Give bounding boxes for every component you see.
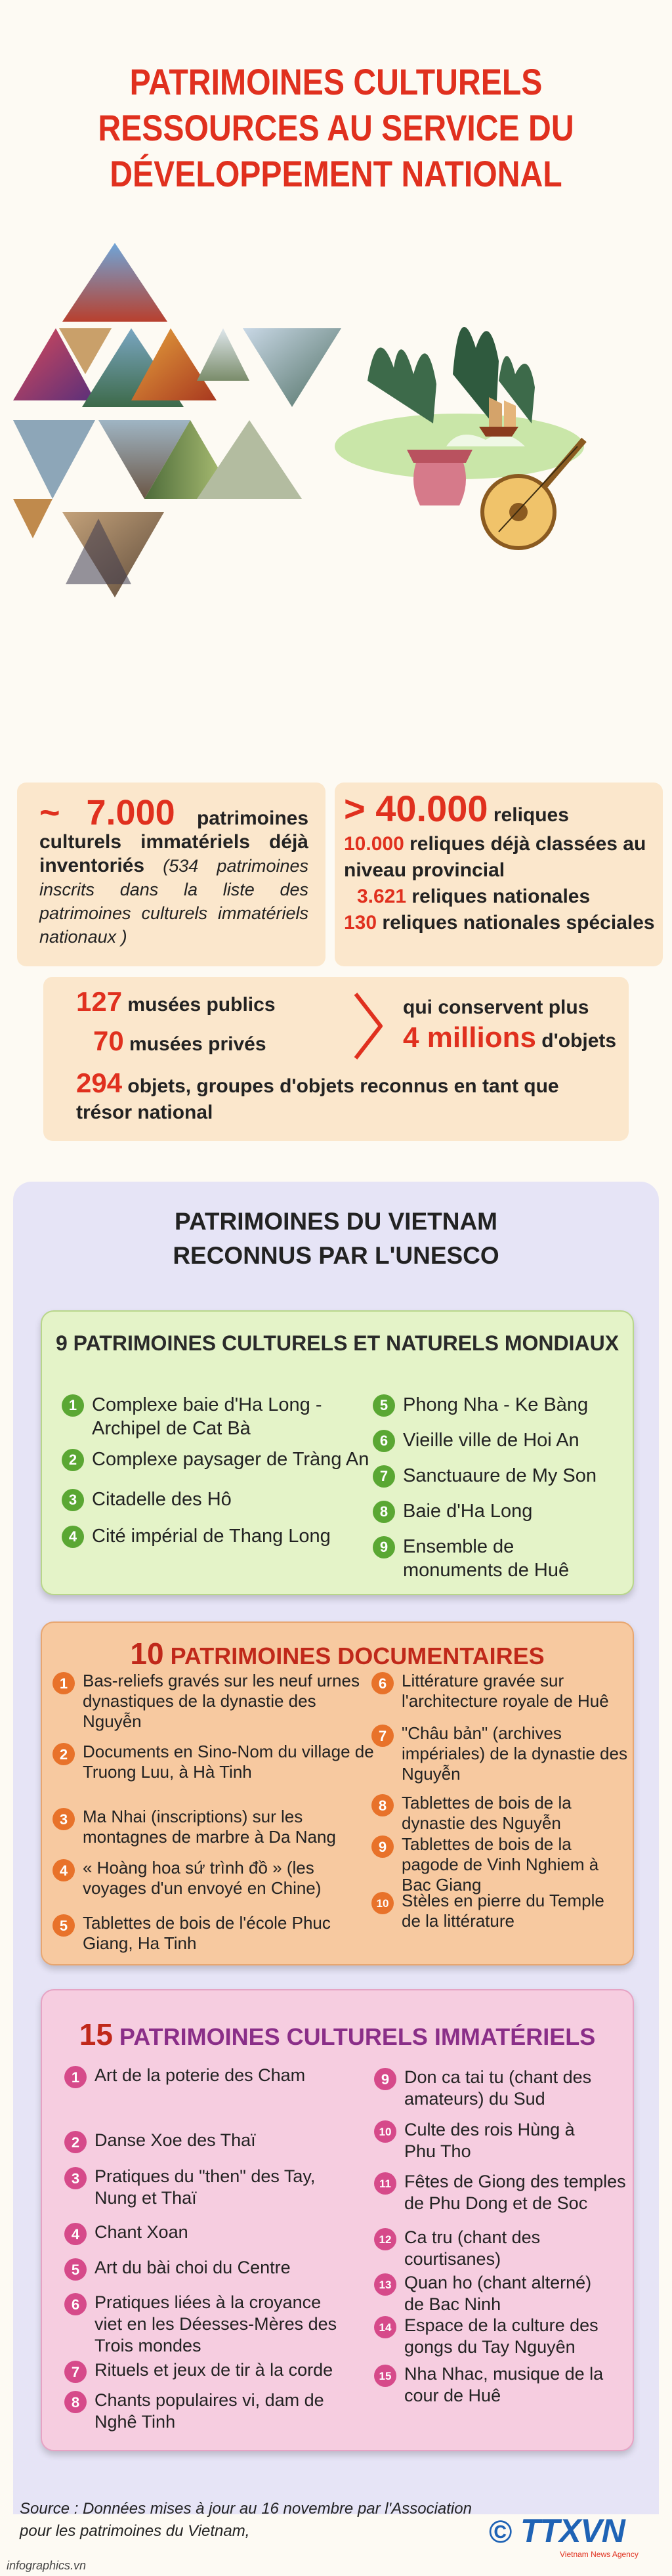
list-item [64, 2390, 373, 2433]
item-label: Culte des rois Hùng à Phu Tho [404, 2120, 575, 2161]
stat-objects-text: d'objets [536, 1030, 617, 1052]
documentary-title-text: PATRIMOINES DOCUMENTAIRES [163, 1642, 545, 1669]
list-item [52, 1671, 374, 1732]
list-item [371, 1671, 627, 1711]
item-number-badge: 6 [373, 1430, 395, 1452]
item-label: Phong Nha - Ke Bàng [403, 1394, 589, 1415]
item-number-badge: 4 [52, 1859, 75, 1881]
unesco-heading-line-1: PATRIMOINES DU VIETNAM [175, 1208, 497, 1235]
item-label: Chant Xoan [94, 2222, 188, 2242]
item-label: Tablettes de bois de la dynastie des Nguyễn [402, 1793, 572, 1833]
stat-private-museums-text: musées privés [123, 1033, 266, 1055]
item-number-badge: 4 [62, 1526, 84, 1548]
list-item [62, 1488, 377, 1511]
item-label: Quan ho (chant alterné) de Bac Ninh [404, 2273, 592, 2314]
stat-intangible-text: patrimoines culturels immatériels déjà inventoriés [39, 807, 309, 876]
item-number-badge: 1 [52, 1672, 75, 1694]
item-label: Sanctuaure de My Son [403, 1465, 597, 1486]
logo-text: TTXVN [520, 2512, 625, 2549]
unesco-heading [0, 1205, 672, 1273]
list-item [371, 1834, 627, 1895]
item-number-badge: 5 [52, 1914, 75, 1937]
item-number-badge: 12 [374, 2228, 396, 2250]
item-label: Rituels et jeux de tir à la corde [94, 2360, 333, 2380]
item-label: Pratiques liées à la croyance viet en les Déesses-Mères des Trois mondes [94, 2292, 337, 2355]
unesco-heading-line-2: RECONNUS PAR L'UNESCO [173, 1242, 499, 1269]
list-item [52, 1807, 374, 1847]
list-item [371, 1723, 627, 1784]
list-item [371, 1793, 627, 1834]
source-note: Source : Données mises à jour au 16 novembre par l'Association pour les patrimoines du Vietnam, [20, 2500, 472, 2540]
item-number-badge: 2 [64, 2131, 87, 2153]
item-number-badge: 10 [371, 1892, 394, 1914]
title-line-3: DÉVELOPPEMENT NATIONAL [110, 153, 562, 194]
list-item [52, 1913, 374, 1954]
list-item [62, 1524, 377, 1548]
item-number-badge: 3 [64, 2167, 87, 2189]
item-number-badge: 1 [64, 2066, 87, 2088]
item-number-badge: 5 [64, 2258, 87, 2281]
stat-public-museums-text: musées publics [122, 994, 276, 1016]
item-label: "Châu bản" (archives impériales) de la dynastie des Nguyễn [402, 1723, 627, 1784]
documentary-count: 10 [130, 1637, 164, 1671]
item-label: Espace de la culture des gongs du Tay Nguyên [404, 2315, 598, 2357]
stat-special-number: 130 [344, 912, 377, 934]
item-label: Complexe baie d'Ha Long - Archipel de Cat Bà [92, 1394, 322, 1439]
item-label: Nha Nhac, musique de la cour de Huê [404, 2364, 604, 2405]
item-number-badge: 9 [374, 2068, 396, 2090]
stat-public-museums-number: 127 [76, 986, 123, 1017]
stat-special-text: reliques nationales spéciales [377, 912, 655, 934]
item-label: Pratiques du "then" des Tay, Nung et Thaï [94, 2166, 316, 2208]
copyright-symbol: © [489, 2515, 513, 2550]
item-label: Chants populaires vi, dam de Nghê Tinh [94, 2390, 324, 2432]
item-number-badge: 8 [371, 1794, 394, 1816]
item-number-badge: 5 [373, 1394, 395, 1417]
list-item [373, 1499, 622, 1523]
stat-card-relics [335, 783, 663, 966]
item-label: Baie d'Ha Long [403, 1501, 533, 1522]
item-label: Citadelle des Hô [92, 1489, 232, 1510]
photo-small-left [13, 499, 52, 538]
documentary-heritage-title [42, 1636, 633, 1671]
list-item [64, 2257, 373, 2281]
item-label: Cité impérial de Thang Long [92, 1526, 331, 1547]
item-number-badge: 13 [374, 2273, 396, 2296]
title-line-1: PATRIMOINES CULTURELS [129, 61, 543, 102]
item-label: Documents en Sino-Nom du village de Truong Luu, à Hà Tinh [83, 1742, 374, 1782]
stat-keep-text: qui conservent plus [403, 997, 589, 1018]
stat-treasure-number: 294 [76, 1067, 123, 1098]
stat-private-museums-number: 70 [93, 1025, 124, 1056]
intangible-title-text: PATRIMOINES CULTURELS IMMATÉRIELS [112, 2023, 596, 2050]
stat-provincial-number: 10.000 [344, 833, 404, 855]
ttxvn-logo [489, 2509, 660, 2562]
item-number-badge: 3 [52, 1808, 75, 1830]
list-item [52, 1742, 374, 1782]
stat-intangible-number: ~ 7.000 [39, 793, 175, 832]
item-label: Don ca tai tu (chant des amateurs) du Sud [404, 2067, 592, 2109]
item-label: Littérature gravée sur l'architecture royale de Huê [402, 1671, 609, 1711]
list-item [374, 2119, 637, 2162]
list-item [371, 1891, 627, 1931]
list-item [373, 1535, 622, 1582]
list-item [374, 2171, 637, 2214]
page-title [47, 59, 625, 197]
stat-card-museums [43, 977, 629, 1141]
title-line-2: RESSOURCES AU SERVICE DU [98, 107, 574, 148]
photo-my-son [243, 328, 341, 407]
item-number-badge: 10 [374, 2120, 396, 2143]
bracket-arrow-icon [352, 990, 385, 1062]
list-item [374, 2067, 637, 2110]
list-item [64, 2065, 373, 2088]
item-label: Ma Nhai (inscriptions) sur les montagnes de marbre à Da Nang [83, 1807, 336, 1847]
item-number-badge: 14 [374, 2316, 396, 2338]
item-number-badge: 6 [64, 2293, 87, 2315]
item-label: Danse Xoe des Thaï [94, 2130, 256, 2150]
list-item [64, 2222, 373, 2245]
item-label: Tablettes de bois de l'école Phuc Giang, Ha Tinh [83, 1913, 331, 1953]
item-number-badge: 15 [374, 2365, 396, 2387]
stat-card-intangible [17, 783, 326, 966]
item-number-badge: 2 [62, 1449, 84, 1471]
photo-hue-citadel [62, 243, 167, 322]
stat-national-text: reliques nationales [406, 886, 591, 907]
item-label: Vieille ville de Hoi An [403, 1430, 579, 1451]
stat-intangible-note: (534 patrimoines inscrits dans la liste des patrimoines culturels immatériels nationaux ) [39, 856, 308, 947]
item-label: Art du bài choi du Centre [94, 2258, 291, 2277]
list-item [374, 2227, 637, 2270]
logo-subtitle: Vietnam News Agency [560, 2550, 639, 2559]
item-label: Ca tru (chant des courtisanes) [404, 2227, 541, 2269]
stat-national-number: 3.621 [357, 886, 407, 907]
pottery-icon [407, 450, 472, 505]
list-item [52, 1858, 374, 1899]
intangible-count: 15 [79, 2017, 113, 2051]
item-number-badge: 11 [374, 2172, 396, 2195]
item-label: Ensemble de monuments de Huê [403, 1536, 570, 1581]
list-item [374, 2315, 637, 2358]
item-label: « Hoàng hoa sứ trình đồ » (les voyages d'un envoyé en Chine) [83, 1858, 322, 1898]
list-item [373, 1393, 622, 1417]
list-item [374, 2272, 637, 2315]
intangible-heritage-title [42, 2017, 633, 2052]
item-label: Art de la poterie des Cham [94, 2065, 306, 2085]
item-number-badge: 8 [373, 1501, 395, 1523]
list-item [374, 2363, 637, 2407]
item-label: Tablettes de bois de la pagode de Vinh Nghiem à Bac Giang [402, 1834, 599, 1895]
item-label: Stèles en pierre du Temple de la littérature [402, 1891, 604, 1931]
stat-treasure-text: objets, groupes d'objets reconnus en tant que trésor national [76, 1075, 559, 1123]
list-item [64, 2130, 373, 2153]
stat-relics-label: reliques [488, 804, 569, 826]
stat-provincial-text: reliques déjà classées au niveau provincial [344, 833, 646, 881]
item-number-badge: 9 [373, 1536, 395, 1558]
item-number-badge: 4 [64, 2223, 87, 2245]
item-number-badge: 7 [64, 2361, 87, 2383]
item-number-badge: 7 [371, 1725, 394, 1747]
list-item [64, 2166, 373, 2209]
world-heritage-title: 9 PATRIMOINES CULTURELS ET NATURELS MONDIAUX [55, 1331, 620, 1355]
item-number-badge: 9 [371, 1835, 394, 1858]
list-item [62, 1393, 377, 1440]
item-label: Complexe paysager de Tràng An [92, 1449, 369, 1470]
photo-temple [197, 328, 249, 381]
list-item [64, 2359, 373, 2383]
list-item [373, 1464, 622, 1488]
item-number-badge: 8 [64, 2391, 87, 2413]
item-label: Bas-reliefs gravés sur les neuf urnes dynastiques de la dynastie des Nguyễn [83, 1671, 360, 1731]
stat-objects-number: 4 millions [403, 1021, 536, 1054]
list-item [64, 2292, 373, 2357]
photo-village [13, 420, 95, 499]
item-number-badge: 1 [62, 1394, 84, 1417]
heritage-collage [0, 230, 672, 755]
item-number-badge: 6 [371, 1672, 394, 1694]
item-number-badge: 3 [62, 1489, 84, 1511]
list-item [62, 1448, 377, 1471]
item-number-badge: 2 [52, 1743, 75, 1765]
item-number-badge: 7 [373, 1465, 395, 1488]
website-label: infographics.vn [7, 2559, 87, 2572]
list-item [373, 1428, 622, 1452]
stat-relics-number: > 40.000 [344, 788, 488, 829]
item-label: Fêtes de Giong des temples de Phu Dong et de Soc [404, 2172, 626, 2213]
